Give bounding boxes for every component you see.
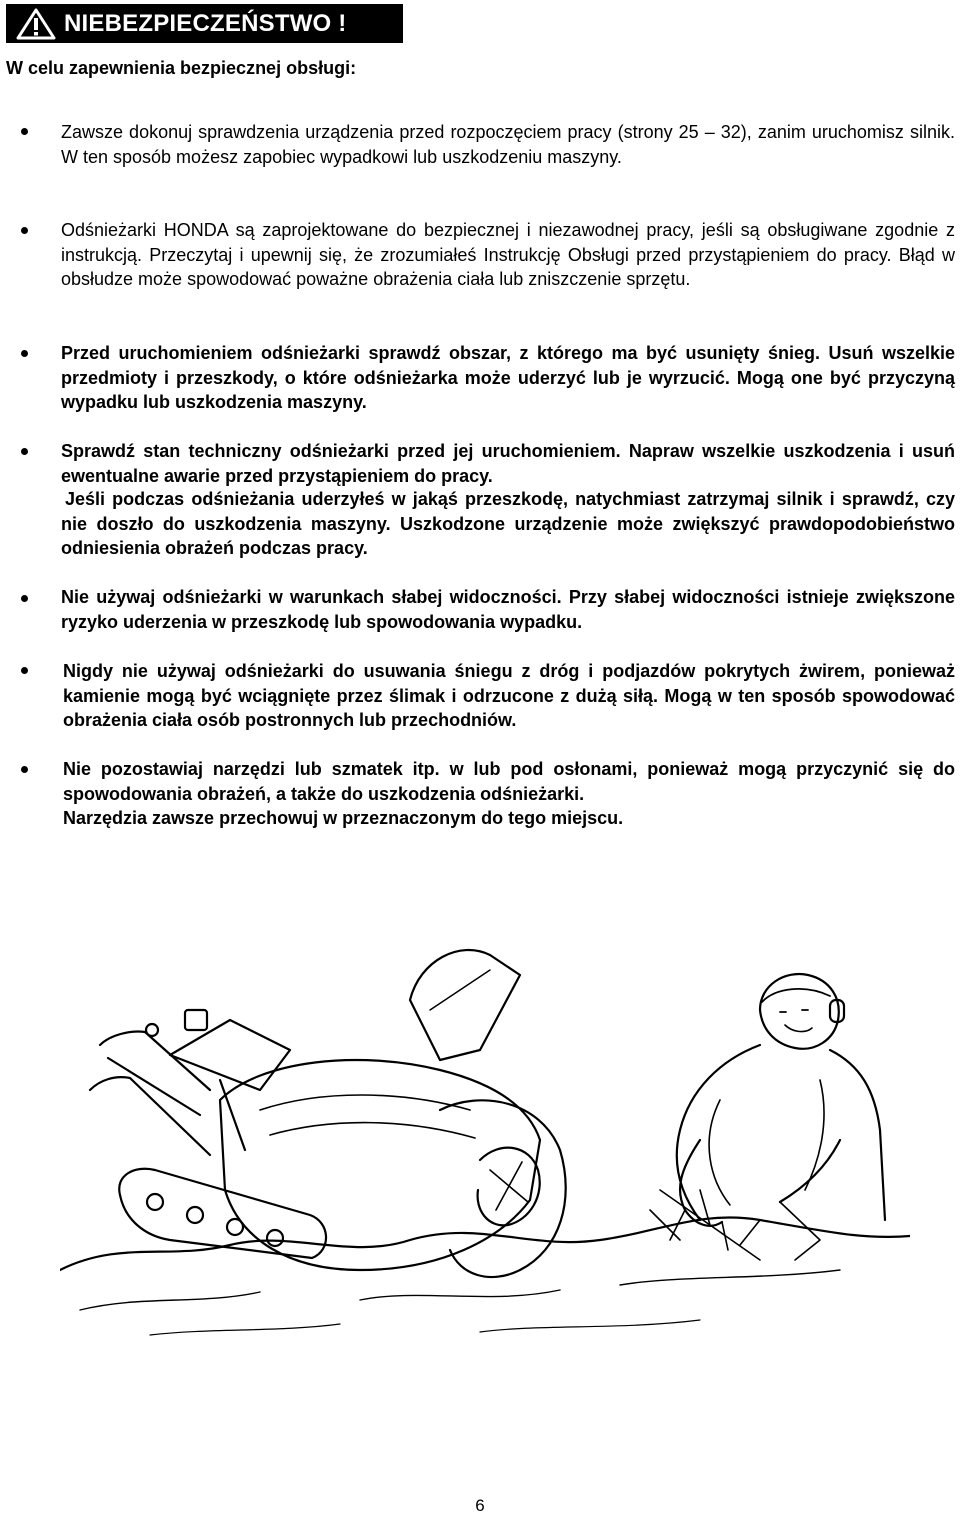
bullet-text: Nigdy nie używaj odśnieżarki do usuwania śniegu z dróg i podjazdów pokrytych żwirem, ponieważ kamienie mogą być wciągnięte przez ślimak i odrzucone z dużą siłą. Mogą w ten sposób spowodować obrażenia ciała osób postronnych lub przechodniów.	[63, 661, 955, 730]
bullet-icon	[21, 227, 28, 234]
bullet-text: Nie używaj odśnieżarki w warunkach słabej widoczności. Przy słabej widoczności istnieje zwiększone ryzyko uderzenia w przeszkodę lub spowodowania wypadku.	[61, 587, 955, 632]
bullet-icon	[21, 350, 28, 357]
bullet-icon	[21, 766, 28, 773]
bullet-text: Nie pozostawiaj narzędzi lub szmatek itp. w lub pod osłonami, ponieważ mogą przyczynić się do spowodowania obrażeń, a także do uszkodzenia odśnieżarki.	[63, 759, 955, 804]
bullet-text: Odśnieżarki HONDA są zaprojektowane do bezpiecznej i niezawodnej pracy, jeśli są obsługiwane zgodnie z instrukcją. Przeczytaj i upewnij się, że zrozumiałeś Instrukcję Obsługi przed przystąpieniem do pracy. Błąd w obsłudze może spowodować poważne obrażenia ciała lub zniszczenie sprzętu.	[61, 220, 955, 289]
section-subtitle: W celu zapewnienia bezpiecznej obsługi:	[6, 58, 357, 78]
bullet-text: Zawsze dokonuj sprawdzenia urządzenia przed rozpoczęciem pracy (strony 25 – 32), zanim uruchomisz silnik. W ten sposób możesz zapobiec wypadkowi lub uszkodzeniu maszyny.	[61, 122, 955, 167]
page-number: 6	[475, 1496, 485, 1515]
bullet-text: Jeśli podczas odśnieżania uderzyłeś w jakąś przeszkodę, natychmiast zatrzymaj silnik i sprawdź, czy nie doszło do uszkodzenia maszyny. Uszkodzone urządzenie może zwiększyć prawdopodobieństwo odniesienia obrażeń podczas pracy.	[61, 489, 955, 558]
warning-triangle-icon	[16, 8, 56, 40]
snowblower-illustration	[60, 940, 910, 1360]
bullet-text: Narzędzia zawsze przechowuj w przeznaczonym do tego miejscu.	[63, 808, 624, 828]
bullet-icon	[21, 667, 28, 674]
bullet-icon	[21, 128, 28, 135]
bullet-text: Sprawdź stan techniczny odśnieżarki przed jej uruchomieniem. Napraw wszelkie uszkodzenia i usuń ewentualne awarie przed przystąpieniem do pracy.	[61, 441, 955, 486]
danger-banner	[6, 4, 403, 43]
bullet-icon	[21, 595, 28, 602]
bullet-icon	[21, 448, 28, 455]
banner-title: NIEBEZPIECZEŃSTWO !	[64, 9, 347, 37]
bullet-text: Przed uruchomieniem odśnieżarki sprawdź obszar, z którego ma być usunięty śnieg. Usuń wszelkie przedmioty i przeszkody, o które odśnieżarka może uderzyć lub je wyrzucić. Mogą one być przyczyną wypadku lub uszkodzenia maszyny.	[61, 343, 955, 412]
